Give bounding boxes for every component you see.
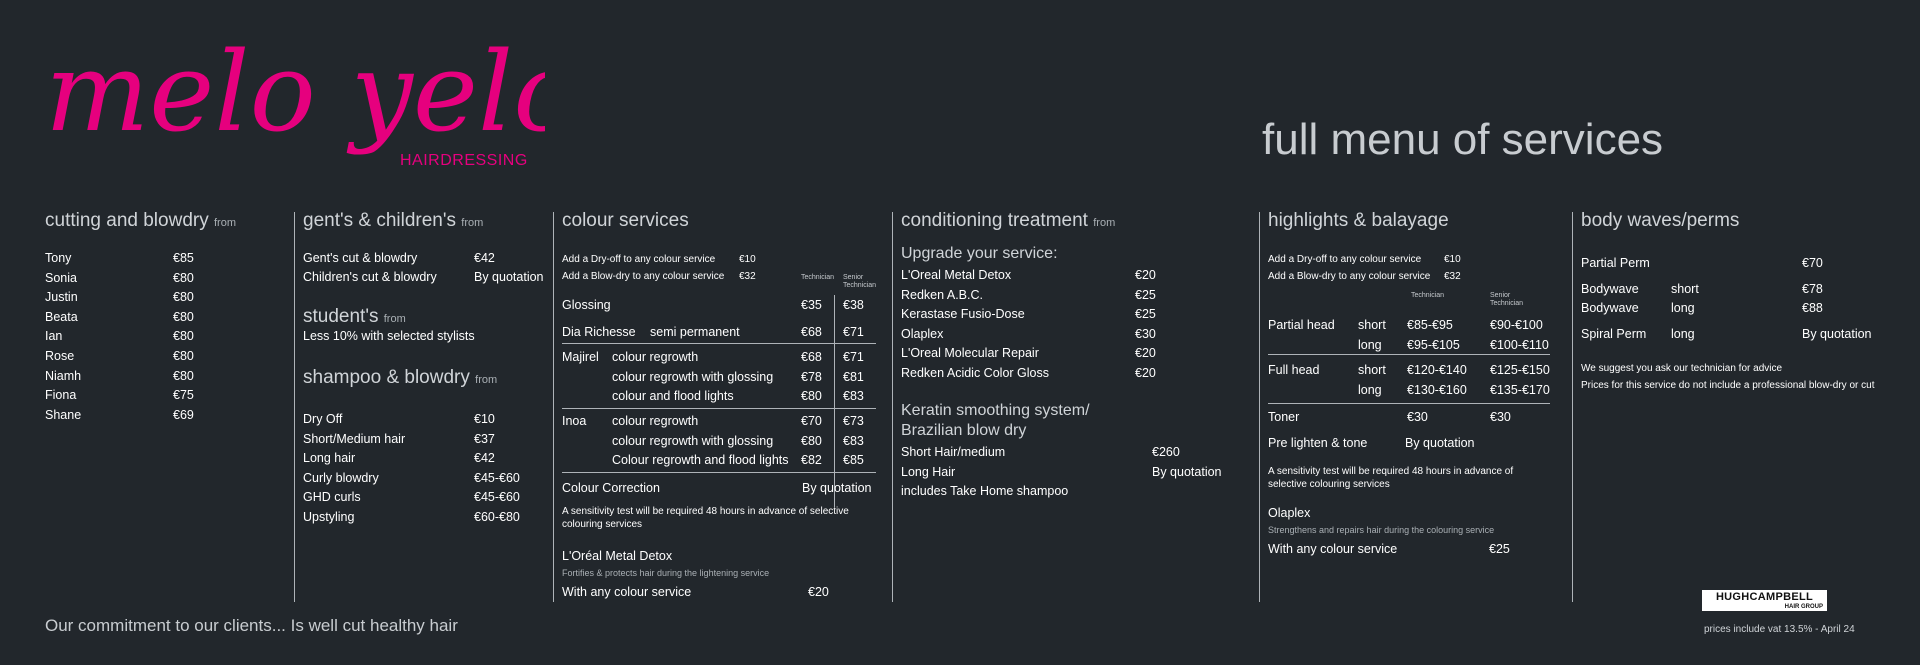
perms-note: Prices for this service do not include a professional blow-dry or cut [1581, 380, 1875, 391]
olaplex-item: With any colour service [1268, 542, 1398, 556]
shampoo-item-price: €60-€80 [474, 510, 520, 524]
stylist-price: €69 [173, 407, 194, 422]
colour-table-vline [834, 295, 835, 507]
stylist-price: €85 [173, 251, 194, 265]
toner-price: €30 [1407, 410, 1428, 424]
gents-title [303, 210, 483, 232]
perms-advice: We suggest you ask our technician for advice [1581, 363, 1783, 374]
stylist-name: Fiona [45, 388, 77, 403]
inoa-item-price: €70 [801, 414, 822, 428]
from-label: from [1093, 217, 1116, 229]
full-head-label: Full head [1268, 363, 1320, 377]
conditioning-item-name: Olaplex [901, 326, 944, 341]
divider-line [562, 408, 876, 409]
column-divider [892, 212, 893, 602]
inoa-item-senior-price: €83 [843, 433, 864, 448]
colour-col-technician: Technician [801, 274, 835, 281]
conditioning-item-price: €25 [1135, 287, 1156, 302]
shampoo-item-name: Curly blowdry [303, 470, 379, 485]
perm-item-length: short [1671, 282, 1699, 296]
stylist-name: Tony [45, 251, 72, 265]
glossing-price: €35 [801, 298, 822, 312]
perm-item-name: Spiral Perm [1581, 327, 1647, 341]
divider-line [562, 343, 876, 344]
perm-item-price: €88 [1802, 301, 1823, 315]
conditioning-item-name: Redken A.B.C. [901, 287, 983, 302]
highlights-col-senior: Senior Technician [1490, 292, 1524, 307]
conditioning-item-name: L'Oreal Molecular Repair [901, 346, 1039, 361]
olaplex-title: Olaplex [1268, 506, 1311, 520]
partial-senior-price: €100-€110 [1490, 337, 1549, 352]
highlights-addon-dryoff: Add a Dry-off to any colour service [1268, 254, 1422, 265]
conditioning-title [901, 210, 1115, 232]
colour-correction-price: By quotation [802, 481, 872, 495]
gents-item-price: €42 [474, 251, 495, 265]
shampoo-title [303, 367, 497, 389]
highlights-title: highlights & balayage [1268, 210, 1449, 231]
keratin-item-name: Long Hair [901, 464, 956, 479]
shampoo-item-price: €10 [474, 412, 495, 426]
partial-senior-price: €90-€100 [1490, 318, 1543, 332]
divider-line [1268, 354, 1550, 355]
perm-item-length: long [1671, 327, 1695, 341]
conditioning-item-price: €20 [1135, 366, 1156, 380]
column-divider [553, 212, 554, 602]
majirel-item-senior-price: €71 [843, 350, 864, 364]
inoa-item-name: Colour regrowth and flood lights [612, 453, 789, 468]
column-divider [1259, 212, 1260, 602]
cutting-title [45, 210, 236, 232]
keratin-title-line2: Brazilian blow dry [901, 422, 1027, 439]
richesse-senior-price: €71 [843, 325, 864, 339]
majirel-item-price: €68 [801, 350, 822, 364]
perm-item-price: €70 [1802, 256, 1823, 270]
conditioning-item-price: €20 [1135, 346, 1156, 361]
gents-item-name: Children's cut & blowdry [303, 270, 437, 284]
full-length: long [1358, 382, 1382, 397]
stylist-price: €75 [173, 388, 194, 403]
conditioning-item-price: €20 [1135, 268, 1156, 282]
commitment-text: Our commitment to our clients... Is well cut healthy hair [45, 616, 458, 635]
column-divider [294, 212, 295, 602]
majirel-item-price: €80 [801, 389, 822, 404]
column-divider [1572, 212, 1573, 602]
stylist-price: €80 [173, 309, 194, 324]
conditioning-item-name: Kerastase Fusio-Dose [901, 307, 1025, 322]
full-price: €130-€160 [1407, 382, 1467, 397]
glossing-label: Glossing [562, 298, 611, 312]
inoa-item-senior-price: €73 [843, 414, 864, 428]
highlights-addon-dryoff-price: €10 [1444, 254, 1461, 265]
gents-title-text: gent's & children's [303, 210, 457, 231]
stylist-name: Sonia [45, 270, 77, 285]
majirel-item-name: colour and flood lights [612, 389, 734, 404]
shampoo-item-price: €45-€60 [474, 470, 520, 485]
majirel-item-name: colour regrowth [612, 350, 699, 364]
toner-label: Toner [1268, 410, 1300, 424]
perm-item-price: €78 [1802, 282, 1823, 296]
majirel-item-senior-price: €83 [843, 389, 864, 404]
majirel-item-price: €78 [801, 369, 822, 384]
highlights-addon-blowdry: Add a Blow-dry to any colour service [1268, 271, 1431, 282]
logo-text: melo yelo [45, 30, 545, 156]
colour-addon-blowdry-price: €32 [739, 271, 756, 282]
shampoo-item-price: €42 [474, 451, 495, 466]
partial-length: long [1358, 337, 1382, 352]
stylist-price: €80 [173, 349, 194, 363]
majirel-label: Majirel [562, 350, 599, 364]
hugh-campbell-logo [1702, 590, 1827, 611]
vat-note: prices include vat 13.5% - April 24 [1704, 624, 1855, 635]
colour-sensitivity-note: A sensitivity test will be required 48 hours in advance of selective colouring services [562, 506, 849, 530]
perm-item-name: Bodywave [1581, 301, 1639, 315]
inoa-item-price: €82 [801, 453, 822, 468]
group-name: HUGHCAMPBELL [1702, 590, 1827, 604]
conditioning-item-name: Redken Acidic Color Gloss [901, 366, 1049, 380]
detox-item: With any colour service [562, 585, 692, 599]
highlights-col-technician: Technician [1411, 292, 1445, 299]
stylist-name: Ian [45, 329, 63, 344]
shampoo-item-name: Long hair [303, 451, 356, 466]
students-note: Less 10% with selected stylists [303, 329, 475, 343]
stylist-name: Shane [45, 407, 82, 422]
colour-addon-dryoff: Add a Dry-off to any colour service [562, 254, 716, 265]
inoa-item-price: €80 [801, 433, 822, 448]
perms-title: body waves/perms [1581, 210, 1740, 231]
shampoo-item-name: GHD curls [303, 490, 361, 505]
perm-item-name: Bodywave [1581, 282, 1639, 296]
brand-tagline: HAIRDRESSING [400, 152, 528, 169]
richesse-sub: semi permanent [650, 325, 740, 339]
conditioning-item-price: €30 [1135, 326, 1156, 341]
colour-title: colour services [562, 210, 689, 231]
partial-length: short [1358, 318, 1386, 332]
colour-addon-blowdry: Add a Blow-dry to any colour service [562, 271, 725, 282]
inoa-item-name: colour regrowth with glossing [612, 433, 774, 448]
colour-col-senior: Senior Technician [843, 274, 877, 289]
glossing-senior-price: €38 [843, 298, 864, 312]
detox-title: L'Oréal Metal Detox [562, 549, 673, 563]
full-senior-price: €135-€170 [1490, 382, 1550, 397]
shampoo-item-price: €37 [474, 431, 495, 446]
stylist-price: €80 [173, 329, 194, 344]
stylist-price: €80 [173, 368, 194, 383]
upgrade-title: Upgrade your service: [901, 245, 1058, 262]
from-label: from [461, 217, 484, 229]
highlights-sensitivity-note: A sensitivity test will be required 48 hours in advance of selective colouring services [1268, 466, 1514, 490]
inoa-label: Inoa [562, 414, 587, 428]
from-label: from [383, 313, 406, 325]
conditioning-item-price: €25 [1135, 307, 1156, 322]
olaplex-price: €25 [1489, 542, 1510, 556]
partial-head-label: Partial head [1268, 318, 1335, 332]
stylist-name: Rose [45, 349, 75, 363]
richesse-price: €68 [801, 325, 822, 339]
toner-senior-price: €30 [1490, 410, 1511, 424]
stylist-price: €80 [173, 290, 194, 305]
olaplex-note: Strengthens and repairs hair during the colouring service [1268, 525, 1495, 535]
stylist-name: Niamh [45, 368, 82, 383]
stylist-price: €80 [173, 270, 194, 285]
inoa-item-senior-price: €85 [843, 453, 864, 468]
inoa-item-name: colour regrowth [612, 414, 699, 428]
shampoo-title-text: shampoo & blowdry [303, 367, 470, 388]
detox-note: Fortifies & protects hair during the lightening service [562, 568, 770, 578]
keratin-item-price: By quotation [1152, 464, 1222, 479]
conditioning-item-name: L'Oreal Metal Detox [901, 268, 1012, 282]
shampoo-item-name: Short/Medium hair [303, 431, 406, 446]
divider-line [562, 472, 876, 473]
conditioning-title-text: conditioning treatment [901, 210, 1088, 231]
shampoo-item-name: Upstyling [303, 510, 355, 524]
gents-item-price: By quotation [474, 270, 544, 284]
colour-addon-dryoff-price: €10 [739, 254, 756, 265]
group-sub: HAIR GROUP [1702, 604, 1827, 611]
detox-price: €20 [808, 585, 829, 599]
full-length: short [1358, 363, 1386, 377]
perm-item-price: By quotation [1802, 327, 1872, 341]
highlights-addon-blowdry-price: €32 [1444, 271, 1461, 282]
keratin-note: includes Take Home shampoo [901, 484, 1069, 498]
from-label: from [214, 217, 236, 229]
students-title-text: student's [303, 306, 379, 327]
richesse-label: Dia Richesse [562, 325, 636, 339]
partial-price: €95-€105 [1407, 337, 1460, 352]
keratin-item-price: €260 [1152, 445, 1180, 459]
prelighten-label: Pre lighten & tone [1268, 436, 1368, 450]
students-title [303, 306, 406, 328]
perm-item-name: Partial Perm [1581, 256, 1650, 270]
shampoo-item-price: €45-€60 [474, 490, 520, 505]
keratin-item-name: Short Hair/medium [901, 445, 1006, 459]
cutting-title-text: cutting and blowdry [45, 210, 209, 231]
from-label: from [475, 374, 498, 386]
stylist-name: Beata [45, 309, 78, 324]
gents-item-name: Gent's cut & blowdry [303, 251, 418, 265]
shampoo-item-name: Dry Off [303, 412, 343, 426]
prelighten-price: By quotation [1405, 436, 1475, 450]
partial-price: €85-€95 [1407, 318, 1453, 332]
keratin-title-line1: Keratin smoothing system/ [901, 402, 1090, 419]
majirel-item-name: colour regrowth with glossing [612, 369, 774, 384]
perm-item-length: long [1671, 301, 1695, 315]
page-title: full menu of services [1262, 115, 1664, 164]
full-price: €120-€140 [1407, 363, 1467, 377]
divider-line [1268, 403, 1550, 404]
colour-correction-label: Colour Correction [562, 481, 660, 495]
stylist-name: Justin [45, 290, 78, 305]
majirel-item-senior-price: €81 [843, 369, 864, 384]
full-senior-price: €125-€150 [1490, 363, 1550, 377]
